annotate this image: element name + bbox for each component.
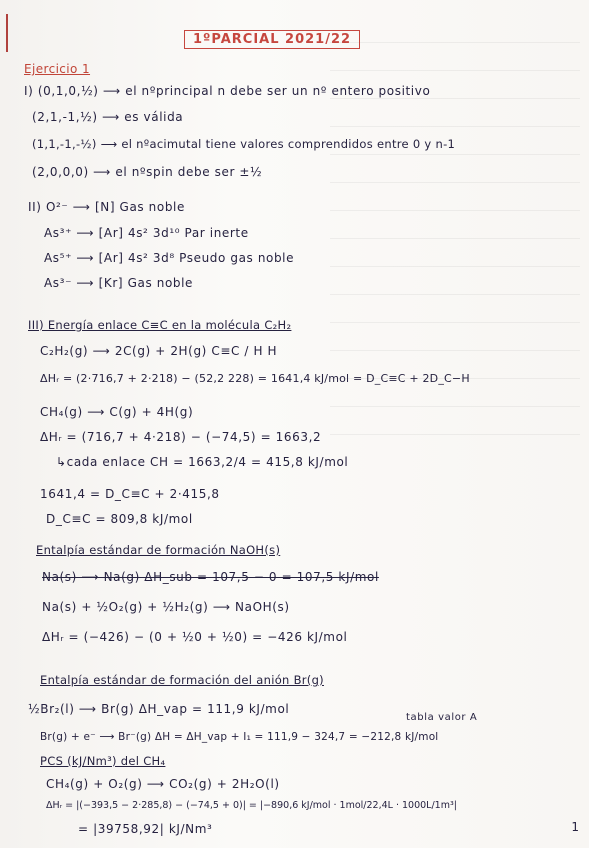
line-iii-7: D_C≡C = 809,8 kJ/mol [46,512,193,526]
exercise-heading: Ejercicio 1 [24,62,91,76]
naoh-line-1: Na(s) + ½O₂(g) + ½H₂(g) ⟶ NaOH(s) [42,600,290,614]
page-title: 1ºPARCIAL 2021/22 [184,30,360,49]
br-line-2: Br(g) + e⁻ ⟶ Br⁻(g) ΔH = ΔH_vap + I₁ = 111,9 − 324,7 = −212,8 kJ/mol [40,731,439,743]
naoh-line-2: ΔHᵣ = (−426) − (0 + ½0 + ½0) = −426 kJ/mol [42,630,348,644]
line-ii-3: As⁵⁺ ⟶ [Ar] 4s² 3d⁸ Pseudo gas noble [44,251,295,265]
pcs-heading: PCS (kJ/Nm³) del CH₄ [40,754,166,768]
line-i-2: (2,1,-1,½) ⟶ es válida [32,110,184,124]
br-line-1: ½Br₂(l) ⟶ Br(g) ΔH_vap = 111,9 kJ/mol [28,702,290,716]
line-ii-2: As³⁺ ⟶ [Ar] 4s² 3d¹⁰ Par inerte [44,226,249,240]
pcs-line-2: ΔHᵣ = |(−393,5 − 2·285,8) − (−74,5 + 0)| = |−890,6 kJ/mol · 1mol/22,4L · 1000L/1m³| [46,800,457,811]
pcs-line-1: CH₄(g) + O₂(g) ⟶ CO₂(g) + 2H₂O(l) [46,777,280,791]
line-iii-5: ↳cada enlace CH = 1663,2/4 = 415,8 kJ/mol [56,455,349,469]
line-i-1: I) (0,1,0,½) ⟶ el nºprincipal n debe ser un nº entero positivo [24,84,431,98]
section-iii-heading: III) Energía enlace C≡C en la molécula C₂H₂ [28,318,292,332]
margin-mark [6,14,8,52]
br-heading: Entalpía estándar de formación del anión Br(g) [40,673,324,687]
br-note: tabla valor A [406,712,478,723]
line-iii-4: ΔHᵣ = (716,7 + 4·218) − (−74,5) = 1663,2 [40,430,322,444]
pcs-line-3: = |39758,92| kJ/Nm³ [78,822,213,836]
line-i-3: (1,1,-1,-½) ⟶ el nºacimutal tiene valores comprendidos entre 0 y n-1 [32,137,456,151]
line-iii-2: ΔHᵣ = (2·716,7 + 2·218) − (52,2 228) = 1641,4 kJ/mol = D_C≡C + 2D_C−H [40,372,470,385]
line-ii-4: As³⁻ ⟶ [Kr] Gas noble [44,276,194,290]
line-iii-1: C₂H₂(g) ⟶ 2C(g) + 2H(g) C≡C / H H [40,344,278,358]
line-ii-1: II) O²⁻ ⟶ [N] Gas noble [28,200,185,214]
page-number: 1 [571,820,579,834]
line-iii-3: CH₄(g) ⟶ C(g) + 4H(g) [40,405,194,419]
naoh-heading: Entalpía estándar de formación NaOH(s) [36,543,281,557]
line-iii-6: 1641,4 = D_C≡C + 2·415,8 [40,487,220,501]
line-i-4: (2,0,0,0) ⟶ el nºspin debe ser ±½ [32,165,263,179]
struck-line: Na(s) ⟶ Na(g) ΔH_sub = 107,5 − 0 = 107,5 kJ/mol [42,570,379,584]
